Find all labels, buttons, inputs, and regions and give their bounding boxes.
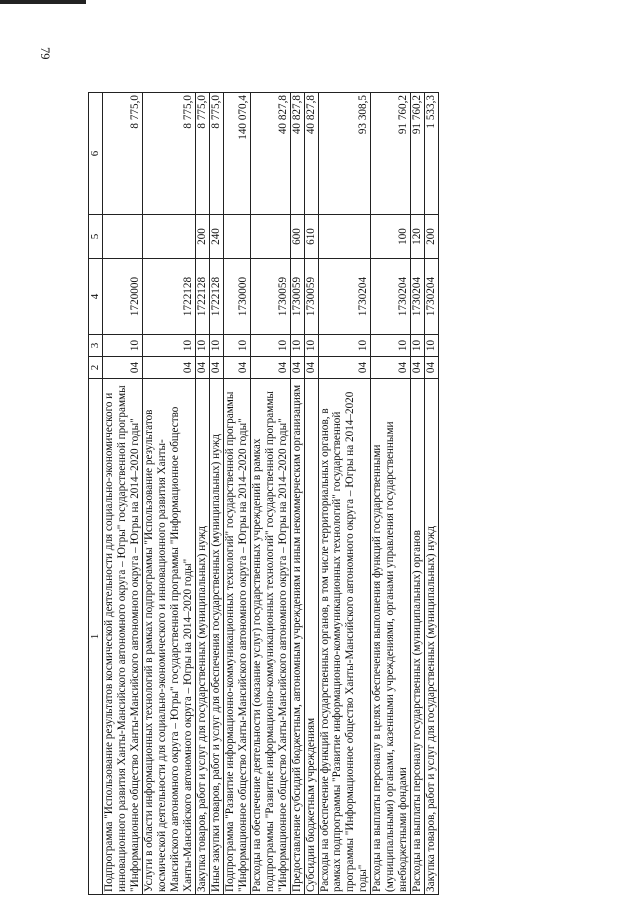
subsection-code: 10 (223, 335, 250, 357)
section-code: 04 (304, 357, 318, 379)
section-code: 04 (223, 357, 250, 379)
expense-type-code: 600 (290, 215, 304, 259)
header-row (89, 93, 103, 895)
amount: 40 827,8 (250, 93, 290, 215)
subsection-code: 10 (142, 335, 195, 357)
subsection-code: 10 (318, 335, 371, 357)
column-header: 5 (89, 215, 103, 259)
table-row (371, 93, 411, 895)
expense-type-code: 240 (209, 215, 223, 259)
expense-type-code (102, 215, 142, 259)
target-article-code: 1720000 (102, 259, 142, 335)
expense-type-code: 120 (411, 215, 425, 259)
target-article-code: 1730000 (223, 259, 250, 335)
target-article-code: 1722128 (209, 259, 223, 335)
section-code: 04 (371, 357, 411, 379)
table-row (223, 93, 250, 895)
target-article-code: 1722128 (142, 259, 195, 335)
section-code: 04 (102, 357, 142, 379)
target-article-code: 1730204 (371, 259, 411, 335)
subsection-code: 10 (290, 335, 304, 357)
amount: 91 760,2 (411, 93, 425, 215)
row-name: Расходы на выплаты персоналу государственных (муниципальных) органов (411, 379, 425, 895)
row-name: Закупка товаров, работ и услуг для государственных (муниципальных) нужд (195, 379, 209, 895)
amount: 8 775,0 (209, 93, 223, 215)
table-row (304, 93, 318, 895)
expense-type-code (142, 215, 195, 259)
row-name: Закупка товаров, работ и услуг для государственных (муниципальных) нужд (425, 379, 439, 895)
expense-type-code: 200 (195, 215, 209, 259)
section-code: 04 (209, 357, 223, 379)
column-header: 6 (89, 93, 103, 215)
section-code: 04 (250, 357, 290, 379)
rotated-page-content (88, 93, 439, 895)
amount: 40 827,8 (304, 93, 318, 215)
amount: 40 827,8 (290, 93, 304, 215)
target-article-code: 1730204 (411, 259, 425, 335)
expense-type-code (250, 215, 290, 259)
table-row (425, 93, 439, 895)
section-code: 04 (195, 357, 209, 379)
expense-type-code (223, 215, 250, 259)
subsection-code: 10 (209, 335, 223, 357)
target-article-code: 1730204 (425, 259, 439, 335)
budget-table (88, 92, 439, 895)
row-name: Расходы на обеспечение деятельности (оказание услуг) государственных учреждений в рамках подпрограммы "Развитие информационно-коммуникационных технологий" государственной программы "Информационное общество Ханты-Мансийского автономного округа – Югры на 2014–2020 годы" (250, 379, 290, 895)
row-name: Субсидии бюджетным учреждениям (304, 379, 318, 895)
subsection-code: 10 (250, 335, 290, 357)
subsection-code: 10 (304, 335, 318, 357)
section-code: 04 (318, 357, 371, 379)
amount: 91 760,2 (371, 93, 411, 215)
expense-type-code: 200 (425, 215, 439, 259)
column-header: 3 (89, 335, 103, 357)
subsection-code: 10 (195, 335, 209, 357)
expense-type-code: 610 (304, 215, 318, 259)
table-row (318, 93, 371, 895)
row-name: Расходы на выплаты персоналу в целях обеспечения выполнения функций государственными (муниципальными) органами, казенными учреждениями, органами управления государственными внебюджетными фондами (371, 379, 411, 895)
amount: 8 775,0 (142, 93, 195, 215)
amount: 1 533,3 (425, 93, 439, 215)
expense-type-code: 100 (371, 215, 411, 259)
top-edge-mark (0, 0, 86, 4)
amount: 140 070,4 (223, 93, 250, 215)
column-header: 4 (89, 259, 103, 335)
row-name: Предоставление субсидий бюджетным, автономным учреждениям и иным некоммерческим организациям (290, 379, 304, 895)
target-article-code: 1730059 (250, 259, 290, 335)
section-code: 04 (290, 357, 304, 379)
amount: 8 775,0 (195, 93, 209, 215)
expense-type-code (318, 215, 371, 259)
column-header: 1 (89, 379, 103, 895)
target-article-code: 1730059 (304, 259, 318, 335)
row-name: Подпрограмма "Использование результатов космической деятельности для социально-экономического и инновационного развития Ханты-Мансийского автономного округа – Югры" государственной программы "Информационное общество Ханты-Мансийского автономного округа – Югры на 2014–2020 годы" (102, 379, 142, 895)
row-name: Иные закупки товаров, работ и услуг для обеспечения государственных (муниципальных) нужд (209, 379, 223, 895)
section-code: 04 (425, 357, 439, 379)
subsection-code: 10 (425, 335, 439, 357)
row-name: Услуги в области информационных технологий в рамках подпрограммы "Использование результатов космической деятельности для социально-экономического и инновационного развития Ханты-Мансийского автономного округа – Югры" государственной программы "Информационное общество Ханты-Мансийского автономного округа – Югры на 2014–2020 годы" (142, 379, 195, 895)
table-row (209, 93, 223, 895)
amount: 93 308,5 (318, 93, 371, 215)
row-name: Расходы на обеспечение функций государственных органов, в том числе территориальных органов, в рамках подпрограммы "Развитие информационно-коммуникационных технологий" государственной программы "Информационное общество Ханты-Мансийского автономного округа – Югры на 2014–2020 годы" (318, 379, 371, 895)
column-header: 2 (89, 357, 103, 379)
page-number: 79 (38, 47, 52, 60)
amount: 8 775,0 (102, 93, 142, 215)
table-row (250, 93, 290, 895)
target-article-code: 1730059 (290, 259, 304, 335)
table-row (102, 93, 142, 895)
table-row (142, 93, 195, 895)
table-row (411, 93, 425, 895)
section-code: 04 (411, 357, 425, 379)
table-row (195, 93, 209, 895)
subsection-code: 10 (371, 335, 411, 357)
table-row (290, 93, 304, 895)
subsection-code: 10 (411, 335, 425, 357)
section-code: 04 (142, 357, 195, 379)
subsection-code: 10 (102, 335, 142, 357)
target-article-code: 1722128 (195, 259, 209, 335)
target-article-code: 1730204 (318, 259, 371, 335)
row-name: Подпрограмма "Развитие информационно-коммуникационных технологий" государственной программы "Информационное общество Ханты-Мансийского автономного округа – Югры на 2014–2020 годы" (223, 379, 250, 895)
